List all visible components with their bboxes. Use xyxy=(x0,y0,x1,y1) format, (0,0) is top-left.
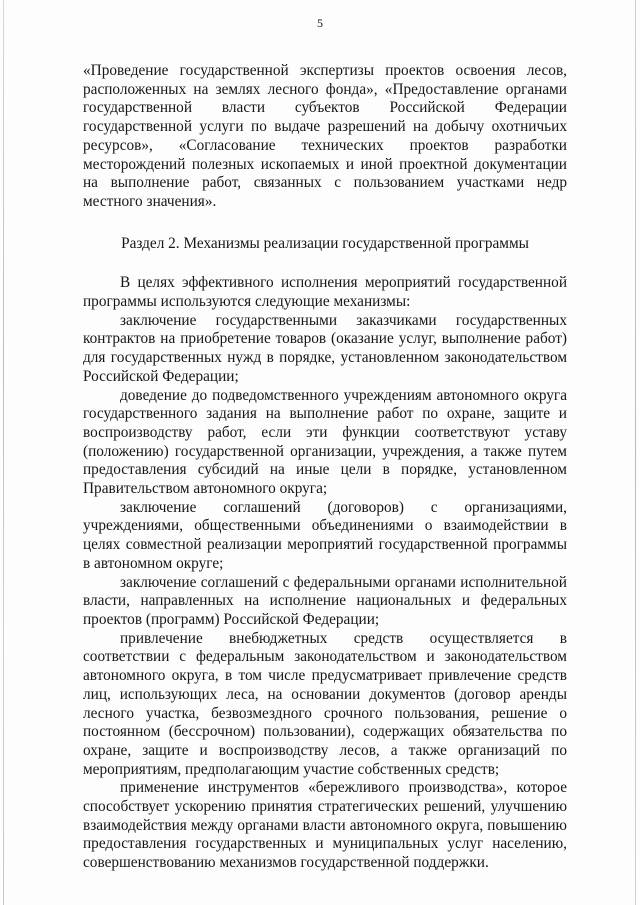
paragraph: В целях эффективного исполнения мероприятий государственной программы используются следующие механизмы: xyxy=(83,274,567,311)
paragraph: доведение до подведомственного учреждениям автономного округа государственного задания на выполнение работ по охране, защите и воспроизводству работ, если эти функции соответствуют уставу (положению) государственной организации, учреждения, а также путем предоставления субсидий на иные цели в порядке, установленном Правительством автономного округа; xyxy=(83,386,567,498)
document-body xyxy=(83,62,567,873)
paragraph: заключение государственными заказчиками государственных контрактов на приобретение товаров (оказание услуг, выполнение работ) для государственных нужд в порядке, установленном законодательством Российской Федерации; xyxy=(83,311,567,385)
paragraph: заключение соглашений с федеральными органами исполнительной власти, направленных на исполнение национальных и федеральных проектов (программ) Российской Федерации; xyxy=(83,573,567,628)
paragraph: привлечение внебюджетных средств осуществляется в соответствии с федеральным законодательством и законодательством автономного округа, в том числе предусматривает привлечение средств лиц, использующих леса, на основании документов (договор аренды лесного участка, безвозмездного срочного пользования, решение о постоянном (бессрочном) пользовании), содержащих обязательства по охране, защите и воспроизводству лесов, а также организаций по мероприятиям, предполагающим участие собственных средств; xyxy=(83,629,567,778)
paragraph: заключение соглашений (договоров) с организациями, учреждениями, общественными объединениями о взаимодействии в целях совместной реализации мероприятий государственной программы в автономном округе; xyxy=(83,498,567,572)
paragraph: применение инструментов «бережливого производства», которое способствует ускорению принятия стратегических решений, улучшению взаимодействия между органами власти автономного округа, повышению предоставления государственных и муниципальных услуг населению, совершенствованию механизмов государственной поддержки. xyxy=(83,779,567,872)
intro-paragraph: «Проведение государственной экспертизы проектов освоения лесов, расположенных на землях лесного фонда», «Предоставление органами государственной власти субъектов Российской Федерации государственной услуги по выдаче разрешений на добычу охотничьих ресурсов», «Согласование технических проектов разработки месторождений полезных ископаемых и иной проектной документации на выполнение работ, связанных с пользованием участками недр местного значения». xyxy=(83,62,567,210)
scan-edge-right xyxy=(635,0,636,905)
page-number: 5 xyxy=(317,16,323,30)
section-heading: Раздел 2. Механизмы реализации государственной программы xyxy=(121,234,529,252)
scan-edge-left xyxy=(3,0,4,905)
